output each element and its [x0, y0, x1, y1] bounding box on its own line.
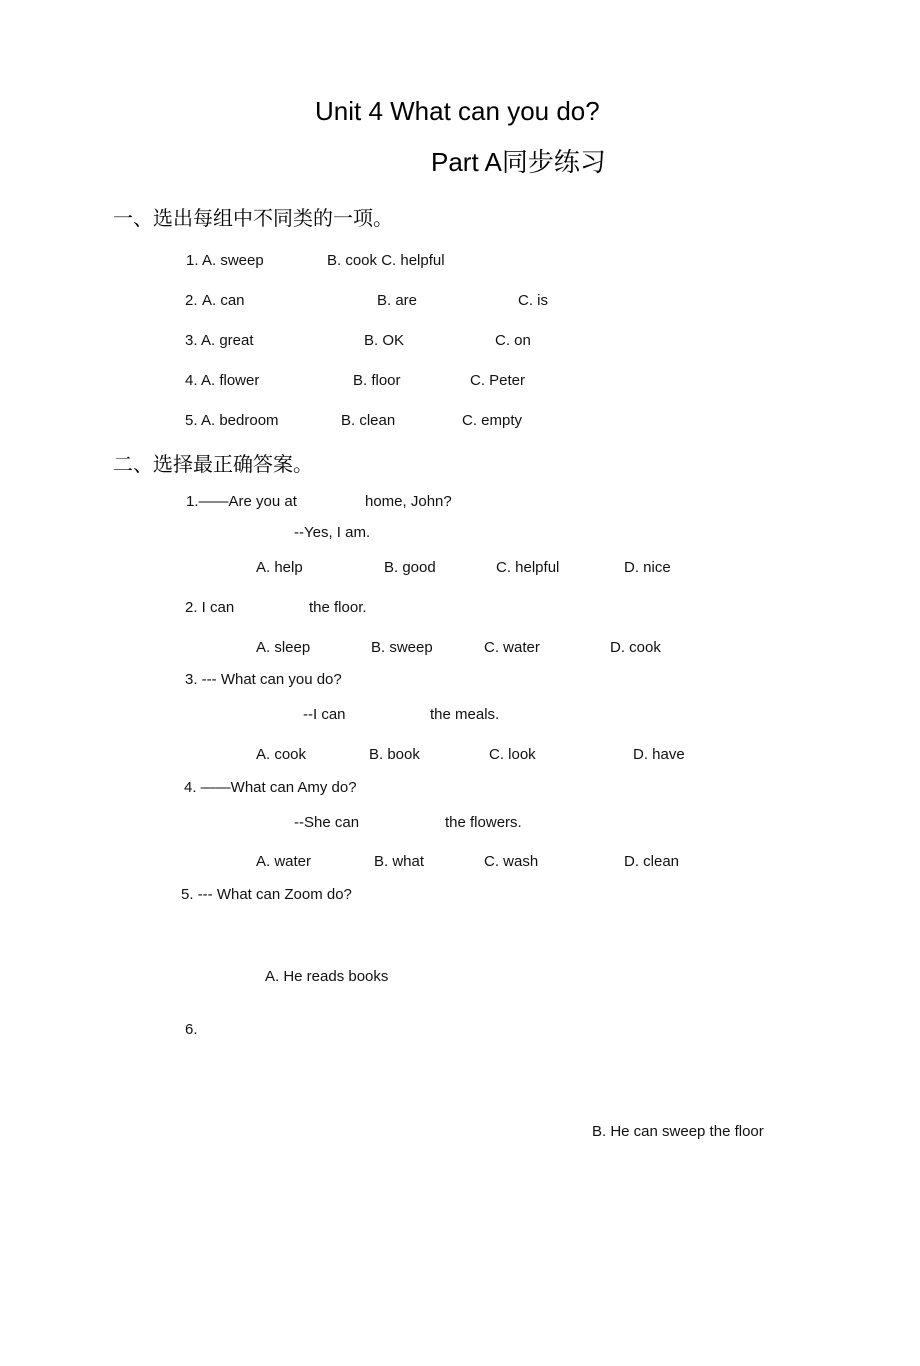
- answer-line-end: the meals.: [430, 706, 500, 723]
- option-b: B. OK: [364, 332, 405, 349]
- answer-line: --She can: [294, 814, 360, 831]
- option-a: A. help: [256, 559, 303, 576]
- option-b: B. He can sweep the floor: [592, 1123, 764, 1140]
- option-c: C. empty: [462, 412, 523, 429]
- item-number: 2.: [185, 292, 198, 309]
- option-a: A. can: [202, 292, 245, 309]
- option-a: A. sleep: [256, 639, 311, 656]
- option-b: B. sweep: [371, 639, 433, 656]
- option-c: C. wash: [484, 853, 539, 870]
- answer-line: --Yes, I am.: [294, 524, 371, 541]
- question-stem: 4. ——What can Amy do?: [184, 779, 357, 796]
- item-number: 6.: [185, 1021, 198, 1038]
- option-c: C. on: [495, 332, 531, 349]
- option-a: A. great: [201, 332, 254, 349]
- page-title: Unit 4 What can you do?: [315, 96, 600, 126]
- option-a: A. sweep: [202, 252, 264, 269]
- page-subtitle: Part A同步练习: [431, 147, 606, 177]
- item-number: 3.: [185, 332, 198, 349]
- option-b: B. cook C. helpful: [327, 252, 445, 269]
- item-number: 5.: [185, 412, 198, 429]
- option-b: B. clean: [341, 412, 396, 429]
- option-c: C. water: [484, 639, 540, 656]
- option-a: A. He reads books: [265, 968, 389, 985]
- answer-line: --I can: [303, 706, 346, 723]
- option-b: B. are: [377, 292, 418, 309]
- option-c: C. helpful: [496, 559, 560, 576]
- option-b: B. what: [374, 853, 425, 870]
- item-number: 4.: [185, 372, 198, 389]
- option-a: A. cook: [256, 746, 307, 763]
- option-d: D. cook: [610, 639, 661, 656]
- question-stem-end: home, John?: [365, 493, 452, 510]
- option-a: A. water: [256, 853, 312, 870]
- answer-line-end: the flowers.: [445, 814, 522, 831]
- option-b: B. book: [369, 746, 420, 763]
- question-stem: 5. --- What can Zoom do?: [181, 886, 352, 903]
- question-stem: 2. I can: [185, 599, 235, 616]
- section2-heading: 二、选择最正确答案。: [113, 452, 313, 476]
- option-c: C. look: [489, 746, 536, 763]
- option-d: D. nice: [624, 559, 671, 576]
- item-number: 1.: [186, 252, 199, 269]
- option-a: A. bedroom: [201, 412, 279, 429]
- option-d: D. have: [633, 746, 685, 763]
- option-b: B. floor: [353, 372, 401, 389]
- option-b: B. good: [384, 559, 436, 576]
- section1-heading: 一、选出每组中不同类的一项。: [113, 206, 393, 230]
- option-d: D. clean: [624, 853, 680, 870]
- question-stem: 1.——Are you at: [186, 493, 297, 510]
- question-stem-end: the floor.: [309, 599, 367, 616]
- option-a: A. flower: [201, 372, 260, 389]
- question-stem: 3. --- What can you do?: [185, 671, 342, 688]
- option-c: C. Peter: [470, 372, 526, 389]
- option-c: C. is: [518, 292, 548, 309]
